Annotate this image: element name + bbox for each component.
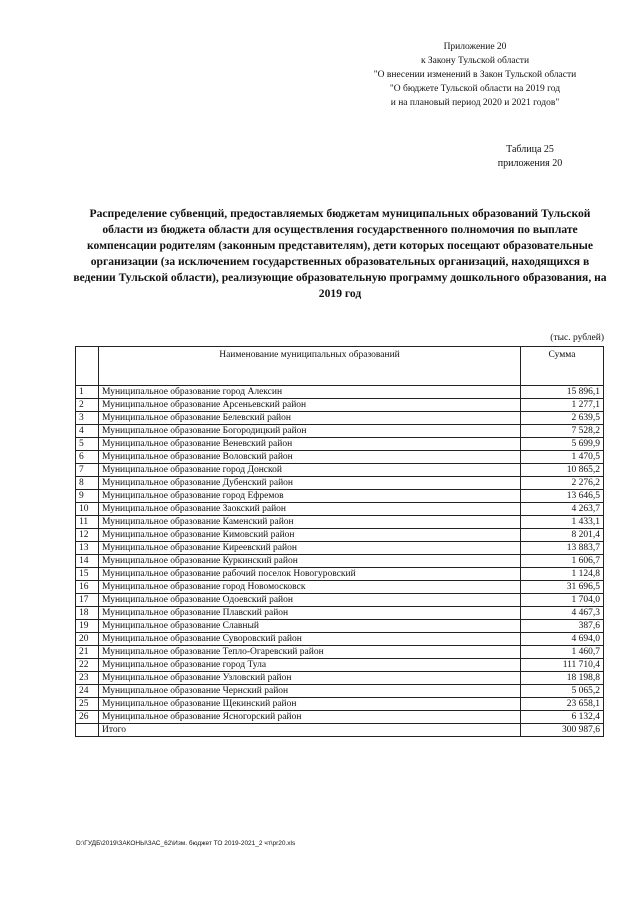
row-number: 20: [76, 633, 99, 646]
table-row: [76, 633, 604, 646]
row-number: 9: [76, 490, 99, 503]
table-row: [76, 516, 604, 529]
header-name: Наименование муниципальных образований: [99, 347, 521, 386]
subvention-sum: 1 460,7: [521, 646, 604, 659]
subvention-sum: 8 201,4: [521, 529, 604, 542]
subvention-sum: 4 694,0: [521, 633, 604, 646]
table-row: [76, 464, 604, 477]
table-row: [76, 529, 604, 542]
appendix-line: к Закону Тульской области: [420, 56, 530, 66]
table-row: [76, 451, 604, 464]
municipality-name: Муниципальное образование Заокский район: [99, 503, 521, 516]
municipality-name: Муниципальное образование Воловский район: [99, 451, 521, 464]
row-number: 22: [76, 659, 99, 672]
row-number: 8: [76, 477, 99, 490]
row-number: 7: [76, 464, 99, 477]
municipality-name: Муниципальное образование Суворовский район: [99, 633, 521, 646]
table-row: [76, 698, 604, 711]
subvention-sum: 4 467,3: [521, 607, 604, 620]
row-number: 5: [76, 438, 99, 451]
table-row: [76, 399, 604, 412]
municipality-name: Муниципальное образование Белевский район: [99, 412, 521, 425]
table-body: [76, 386, 604, 737]
municipality-name: Муниципальное образование Дубенский район: [99, 477, 521, 490]
table-row: [76, 594, 604, 607]
municipality-name: Муниципальное образование Щекинский район: [99, 698, 521, 711]
municipality-name: Муниципальное образование Богородицкий район: [99, 425, 521, 438]
subvention-sum: 5 699,9: [521, 438, 604, 451]
row-number: 12: [76, 529, 99, 542]
subvention-sum: 111 710,4: [521, 659, 604, 672]
appendix-line: Приложение 20: [443, 42, 507, 52]
subvention-sum: 4 263,7: [521, 503, 604, 516]
municipality-name: Муниципальное образование Плавский район: [99, 607, 521, 620]
subvention-sum: 18 198,8: [521, 672, 604, 685]
appendix-line: "О бюджете Тульской области на 2019 год: [389, 84, 561, 94]
table-row: [76, 607, 604, 620]
subvention-sum: 1 124,8: [521, 568, 604, 581]
table-row: [76, 503, 604, 516]
row-number: 26: [76, 711, 99, 724]
row-number: 15: [76, 568, 99, 581]
total-row: [76, 724, 604, 737]
row-number: 13: [76, 542, 99, 555]
row-number: 17: [76, 594, 99, 607]
document-title: Распределение субвенций, предоставляемых бюджетам муниципальных образований Тульской области из бюджета области для осуществления государственного полномочия по выплате компенсации родителям (законным представителям), дети которых посещают образовательные организации (за исключением государственных образовательных организаций, находящихся в ведении Тульской области), реализующие образовательную программу дошкольного образования, на 2019 год: [73, 207, 607, 300]
table-row: [76, 438, 604, 451]
municipality-name: Муниципальное образование Узловский район: [99, 672, 521, 685]
subvention-sum: 387,6: [521, 620, 604, 633]
municipality-name: Муниципальное образование Тепло-Огаревский район: [99, 646, 521, 659]
units-label: (тыс. рублей): [550, 333, 604, 343]
row-number: 2: [76, 399, 99, 412]
municipality-name: Муниципальное образование Куркинский район: [99, 555, 521, 568]
municipality-name: Муниципальное образование город Алексин: [99, 386, 521, 399]
row-number: 10: [76, 503, 99, 516]
subvention-sum: 300 987,6: [521, 724, 604, 737]
municipality-name: Муниципальное образование Веневский район: [99, 438, 521, 451]
table-row: [76, 646, 604, 659]
municipality-name: Муниципальное образование город Тула: [99, 659, 521, 672]
row-number: 16: [76, 581, 99, 594]
subvention-sum: 10 865,2: [521, 464, 604, 477]
row-number: 24: [76, 685, 99, 698]
table-row: [76, 555, 604, 568]
municipality-name: Муниципальное образование Каменский район: [99, 516, 521, 529]
subvention-sum: 7 528,2: [521, 425, 604, 438]
table-row: [76, 568, 604, 581]
subvention-sum: 1 704,0: [521, 594, 604, 607]
row-number: 23: [76, 672, 99, 685]
table-row: [76, 659, 604, 672]
municipality-name: Муниципальное образование Арсеньевский район: [99, 399, 521, 412]
table-row: [76, 711, 604, 724]
municipality-name: Муниципальное образование Кимовский район: [99, 529, 521, 542]
row-number: 4: [76, 425, 99, 438]
appendix-reference: приложения 20: [497, 158, 563, 169]
file-path-footer: D:\ГУДБ\2019\ЗАКОНЫ\ЗАС_62\Изм. бюджет ТО 2019-2021_2 чт\pr20.xls: [76, 840, 296, 847]
subvention-sum: 1 606,7: [521, 555, 604, 568]
table-row: [76, 542, 604, 555]
row-number: 19: [76, 620, 99, 633]
row-number: [76, 724, 99, 737]
municipality-name: Муниципальное образование город Ефремов: [99, 490, 521, 503]
table-row: [76, 581, 604, 594]
appendix-line: "О внесении изменений в Закон Тульской области: [373, 70, 577, 80]
row-number: 11: [76, 516, 99, 529]
table-row: [76, 412, 604, 425]
table-row: [76, 685, 604, 698]
subvention-sum: 2 639,5: [521, 412, 604, 425]
subvention-sum: 5 065,2: [521, 685, 604, 698]
subvention-sum: 23 658,1: [521, 698, 604, 711]
subventions-table: [75, 346, 604, 737]
table-row: [76, 425, 604, 438]
row-number: 18: [76, 607, 99, 620]
appendix-line: и на плановый период 2020 и 2021 годов": [390, 98, 560, 108]
row-number: 3: [76, 412, 99, 425]
subvention-sum: 1 470,5: [521, 451, 604, 464]
row-number: 1: [76, 386, 99, 399]
municipality-name: Муниципальное образование рабочий поселок Новогуровский: [99, 568, 521, 581]
subvention-sum: 13 883,7: [521, 542, 604, 555]
row-number: 14: [76, 555, 99, 568]
subvention-sum: 1 433,1: [521, 516, 604, 529]
table-row: [76, 490, 604, 503]
row-number: 25: [76, 698, 99, 711]
municipality-name: Муниципальное образование город Донской: [99, 464, 521, 477]
table-row: [76, 672, 604, 685]
table-reference: [470, 143, 590, 171]
table-number: Таблица 25: [506, 144, 554, 155]
municipality-name: Итого: [99, 724, 521, 737]
subvention-sum: 1 277,1: [521, 399, 604, 412]
subvention-sum: 31 696,5: [521, 581, 604, 594]
subvention-sum: 15 896,1: [521, 386, 604, 399]
row-number: 21: [76, 646, 99, 659]
municipality-name: Муниципальное образование Одоевский район: [99, 594, 521, 607]
header-number: [76, 347, 99, 386]
table-header-row: [76, 347, 604, 386]
subvention-sum: 13 646,5: [521, 490, 604, 503]
table-row: [76, 386, 604, 399]
table-row: [76, 620, 604, 633]
municipality-name: Муниципальное образование Ясногорский район: [99, 711, 521, 724]
municipality-name: Муниципальное образование город Новомосковск: [99, 581, 521, 594]
appendix-header: [350, 40, 600, 110]
table-row: [76, 477, 604, 490]
row-number: 6: [76, 451, 99, 464]
municipality-name: Муниципальное образование Славный: [99, 620, 521, 633]
subvention-sum: 2 276,2: [521, 477, 604, 490]
municipality-name: Муниципальное образование Киреевский район: [99, 542, 521, 555]
municipality-name: Муниципальное образование Чернский район: [99, 685, 521, 698]
header-sum: Сумма: [521, 347, 604, 386]
subvention-sum: 6 132,4: [521, 711, 604, 724]
